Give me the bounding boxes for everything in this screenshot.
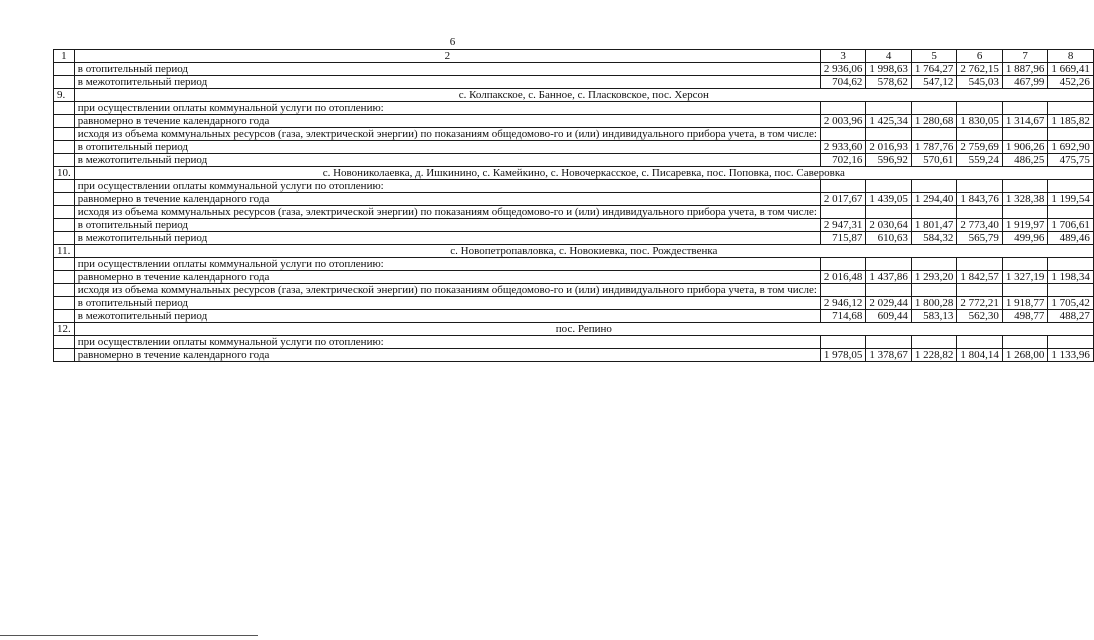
value-cell: 1 314,67 bbox=[1002, 115, 1048, 128]
column-header: 7 bbox=[1002, 50, 1048, 63]
empty-cell bbox=[866, 128, 912, 141]
table-row bbox=[54, 115, 1094, 128]
section-row bbox=[54, 89, 1094, 102]
value-cell: 1 198,34 bbox=[1048, 271, 1094, 284]
value-cell: 1 800,28 bbox=[911, 297, 957, 310]
row-label: в отопительный период bbox=[74, 219, 820, 232]
section-row bbox=[54, 323, 1094, 336]
value-cell: 1 843,76 bbox=[957, 193, 1003, 206]
section-title: пос. Репино bbox=[74, 323, 1093, 336]
value-cell: 1 268,00 bbox=[1002, 349, 1048, 362]
value-cell: 1 887,96 bbox=[1002, 63, 1048, 76]
empty-cell bbox=[866, 102, 912, 115]
row-number-cell bbox=[54, 310, 75, 323]
row-number-cell bbox=[54, 284, 75, 297]
row-number-cell bbox=[54, 141, 75, 154]
value-cell: 545,03 bbox=[957, 76, 1003, 89]
value-cell: 1 804,14 bbox=[957, 349, 1003, 362]
empty-cell bbox=[911, 258, 957, 271]
value-cell: 1 439,05 bbox=[866, 193, 912, 206]
empty-cell bbox=[957, 102, 1003, 115]
value-cell: 2 947,31 bbox=[820, 219, 866, 232]
value-cell: 2 772,21 bbox=[957, 297, 1003, 310]
value-cell: 1 425,34 bbox=[866, 115, 912, 128]
empty-cell bbox=[1002, 258, 1048, 271]
empty-cell bbox=[866, 258, 912, 271]
value-cell: 1 378,67 bbox=[866, 349, 912, 362]
value-cell: 2 759,69 bbox=[957, 141, 1003, 154]
row-label: равномерно в течение календарного года bbox=[74, 115, 820, 128]
empty-cell bbox=[1002, 128, 1048, 141]
empty-cell bbox=[1002, 284, 1048, 297]
row-label: при осуществлении оплаты коммунальной услуги по отоплению: bbox=[74, 258, 820, 271]
value-cell: 559,24 bbox=[957, 154, 1003, 167]
value-cell: 2 016,48 bbox=[820, 271, 866, 284]
empty-cell bbox=[866, 206, 912, 219]
empty-cell bbox=[911, 102, 957, 115]
empty-cell bbox=[1048, 284, 1094, 297]
section-number: 9. bbox=[54, 89, 75, 102]
row-number-cell bbox=[54, 193, 75, 206]
empty-cell bbox=[866, 284, 912, 297]
value-cell: 1 998,63 bbox=[866, 63, 912, 76]
table-row bbox=[54, 349, 1094, 362]
section-title: с. Колпакское, с. Банное, с. Пласковское, пос. Херсон bbox=[74, 89, 1093, 102]
value-cell: 570,61 bbox=[911, 154, 957, 167]
row-number-cell bbox=[54, 115, 75, 128]
row-label: исходя из объема коммунальных ресурсов (газа, электрической энергии) по показаниям общедомово-го и (или) индивидуального прибора учета, в том числе: bbox=[74, 284, 820, 297]
value-cell: 1 280,68 bbox=[911, 115, 957, 128]
empty-cell bbox=[911, 128, 957, 141]
value-cell: 714,68 bbox=[820, 310, 866, 323]
value-cell: 1 294,40 bbox=[911, 193, 957, 206]
value-cell: 2 003,96 bbox=[820, 115, 866, 128]
empty-cell bbox=[911, 206, 957, 219]
value-cell: 565,79 bbox=[957, 232, 1003, 245]
value-cell: 1 437,86 bbox=[866, 271, 912, 284]
value-cell: 2 017,67 bbox=[820, 193, 866, 206]
value-cell: 1 830,05 bbox=[957, 115, 1003, 128]
empty-cell bbox=[911, 336, 957, 349]
empty-cell bbox=[820, 206, 866, 219]
value-cell: 1 801,47 bbox=[911, 219, 957, 232]
empty-cell bbox=[1048, 336, 1094, 349]
empty-cell bbox=[866, 180, 912, 193]
value-cell: 2 946,12 bbox=[820, 297, 866, 310]
row-number-cell bbox=[54, 76, 75, 89]
value-cell: 498,77 bbox=[1002, 310, 1048, 323]
value-cell: 489,46 bbox=[1048, 232, 1094, 245]
column-header: 2 bbox=[74, 50, 820, 63]
empty-cell bbox=[957, 258, 1003, 271]
row-number-cell bbox=[54, 206, 75, 219]
footnote-divider bbox=[0, 635, 258, 636]
value-cell: 583,13 bbox=[911, 310, 957, 323]
empty-cell bbox=[957, 128, 1003, 141]
value-cell: 475,75 bbox=[1048, 154, 1094, 167]
row-label: при осуществлении оплаты коммунальной услуги по отоплению: bbox=[74, 102, 820, 115]
empty-cell bbox=[820, 258, 866, 271]
empty-cell bbox=[1002, 206, 1048, 219]
tariff-table bbox=[53, 49, 1094, 362]
section-number: 10. bbox=[54, 167, 75, 180]
row-number-cell bbox=[54, 128, 75, 141]
row-label: равномерно в течение календарного года bbox=[74, 349, 820, 362]
row-number-cell bbox=[54, 232, 75, 245]
value-cell: 609,44 bbox=[866, 310, 912, 323]
table-row bbox=[54, 180, 1094, 193]
table-row bbox=[54, 193, 1094, 206]
empty-cell bbox=[1048, 180, 1094, 193]
section-title: с. Новопетропавловка, с. Новокиевка, пос. Рождественка bbox=[74, 245, 1093, 258]
empty-cell bbox=[911, 284, 957, 297]
table-row bbox=[54, 154, 1094, 167]
value-cell: 1 228,82 bbox=[911, 349, 957, 362]
value-cell: 1 918,77 bbox=[1002, 297, 1048, 310]
value-cell: 1 764,27 bbox=[911, 63, 957, 76]
row-label: в межотопительный период bbox=[74, 310, 820, 323]
value-cell: 2 029,44 bbox=[866, 297, 912, 310]
value-cell: 1 328,38 bbox=[1002, 193, 1048, 206]
section-row bbox=[54, 245, 1094, 258]
column-header: 4 bbox=[866, 50, 912, 63]
empty-cell bbox=[820, 180, 866, 193]
value-cell: 578,62 bbox=[866, 76, 912, 89]
empty-cell bbox=[911, 180, 957, 193]
table-row bbox=[54, 63, 1094, 76]
value-cell: 1 199,54 bbox=[1048, 193, 1094, 206]
value-cell: 1 705,42 bbox=[1048, 297, 1094, 310]
row-number-cell bbox=[54, 63, 75, 76]
row-number-cell bbox=[54, 102, 75, 115]
value-cell: 1 842,57 bbox=[957, 271, 1003, 284]
row-number-cell bbox=[54, 154, 75, 167]
row-label: в отопительный период bbox=[74, 141, 820, 154]
value-cell: 610,63 bbox=[866, 232, 912, 245]
value-cell: 1 293,20 bbox=[911, 271, 957, 284]
empty-cell bbox=[957, 206, 1003, 219]
table-row bbox=[54, 271, 1094, 284]
empty-cell bbox=[1002, 336, 1048, 349]
value-cell: 596,92 bbox=[866, 154, 912, 167]
value-cell: 1 327,19 bbox=[1002, 271, 1048, 284]
table-row bbox=[54, 76, 1094, 89]
value-cell: 702,16 bbox=[820, 154, 866, 167]
section-title: с. Новониколаевка, д. Ишкинино, с. Камейкино, с. Новочеркасское, с. Писаревка, пос. Поповка, пос. Саверовка bbox=[74, 167, 1093, 180]
value-cell: 1 133,96 bbox=[1048, 349, 1094, 362]
empty-cell bbox=[820, 102, 866, 115]
value-cell: 1 906,26 bbox=[1002, 141, 1048, 154]
row-label: в межотопительный период bbox=[74, 232, 820, 245]
page-number: 6 bbox=[449, 36, 456, 48]
empty-cell bbox=[1048, 206, 1094, 219]
row-label: при осуществлении оплаты коммунальной услуги по отоплению: bbox=[74, 336, 820, 349]
row-label: в отопительный период bbox=[74, 297, 820, 310]
table-header-row bbox=[54, 50, 1094, 63]
table-row bbox=[54, 232, 1094, 245]
empty-cell bbox=[1048, 128, 1094, 141]
section-row bbox=[54, 167, 1094, 180]
value-cell: 1 787,76 bbox=[911, 141, 957, 154]
row-number-cell bbox=[54, 336, 75, 349]
table-row bbox=[54, 206, 1094, 219]
row-label: исходя из объема коммунальных ресурсов (газа, электрической энергии) по показаниям общедомово-го и (или) индивидуального прибора учета, в том числе: bbox=[74, 206, 820, 219]
value-cell: 1 669,41 bbox=[1048, 63, 1094, 76]
value-cell: 2 762,15 bbox=[957, 63, 1003, 76]
value-cell: 2 933,60 bbox=[820, 141, 866, 154]
value-cell: 2 016,93 bbox=[866, 141, 912, 154]
empty-cell bbox=[1002, 180, 1048, 193]
row-number-cell bbox=[54, 349, 75, 362]
value-cell: 584,32 bbox=[911, 232, 957, 245]
value-cell: 486,25 bbox=[1002, 154, 1048, 167]
row-label: в отопительный период bbox=[74, 63, 820, 76]
row-number-cell bbox=[54, 258, 75, 271]
empty-cell bbox=[820, 284, 866, 297]
row-label: в межотопительный период bbox=[74, 154, 820, 167]
empty-cell bbox=[820, 336, 866, 349]
empty-cell bbox=[957, 336, 1003, 349]
empty-cell bbox=[866, 336, 912, 349]
table-row bbox=[54, 297, 1094, 310]
value-cell: 452,26 bbox=[1048, 76, 1094, 89]
column-header: 5 bbox=[911, 50, 957, 63]
value-cell: 1 692,90 bbox=[1048, 141, 1094, 154]
table-row bbox=[54, 219, 1094, 232]
column-header: 1 bbox=[54, 50, 75, 63]
value-cell: 1 185,82 bbox=[1048, 115, 1094, 128]
row-number-cell bbox=[54, 297, 75, 310]
value-cell: 2 030,64 bbox=[866, 219, 912, 232]
row-number-cell bbox=[54, 219, 75, 232]
row-number-cell bbox=[54, 271, 75, 284]
row-label: равномерно в течение календарного года bbox=[74, 271, 820, 284]
empty-cell bbox=[1048, 102, 1094, 115]
column-header: 8 bbox=[1048, 50, 1094, 63]
value-cell: 467,99 bbox=[1002, 76, 1048, 89]
table-row bbox=[54, 284, 1094, 297]
value-cell: 1 978,05 bbox=[820, 349, 866, 362]
value-cell: 2 773,40 bbox=[957, 219, 1003, 232]
row-label: в межотопительный период bbox=[74, 76, 820, 89]
column-header: 3 bbox=[820, 50, 866, 63]
empty-cell bbox=[1002, 102, 1048, 115]
table-row bbox=[54, 141, 1094, 154]
empty-cell bbox=[820, 128, 866, 141]
table-row bbox=[54, 336, 1094, 349]
value-cell: 488,27 bbox=[1048, 310, 1094, 323]
value-cell: 704,62 bbox=[820, 76, 866, 89]
row-number-cell bbox=[54, 180, 75, 193]
value-cell: 562,30 bbox=[957, 310, 1003, 323]
empty-cell bbox=[957, 284, 1003, 297]
table-row bbox=[54, 128, 1094, 141]
value-cell: 1 919,97 bbox=[1002, 219, 1048, 232]
value-cell: 547,12 bbox=[911, 76, 957, 89]
table-row bbox=[54, 258, 1094, 271]
value-cell: 499,96 bbox=[1002, 232, 1048, 245]
section-number: 12. bbox=[54, 323, 75, 336]
value-cell: 1 706,61 bbox=[1048, 219, 1094, 232]
value-cell: 2 936,06 bbox=[820, 63, 866, 76]
table-row bbox=[54, 102, 1094, 115]
empty-cell bbox=[957, 180, 1003, 193]
table-row bbox=[54, 310, 1094, 323]
row-label: равномерно в течение календарного года bbox=[74, 193, 820, 206]
empty-cell bbox=[1048, 258, 1094, 271]
column-header: 6 bbox=[957, 50, 1003, 63]
section-number: 11. bbox=[54, 245, 75, 258]
row-label: при осуществлении оплаты коммунальной услуги по отоплению: bbox=[74, 180, 820, 193]
value-cell: 715,87 bbox=[820, 232, 866, 245]
row-label: исходя из объема коммунальных ресурсов (газа, электрической энергии) по показаниям общедомово-го и (или) индивидуального прибора учета, в том числе: bbox=[74, 128, 820, 141]
